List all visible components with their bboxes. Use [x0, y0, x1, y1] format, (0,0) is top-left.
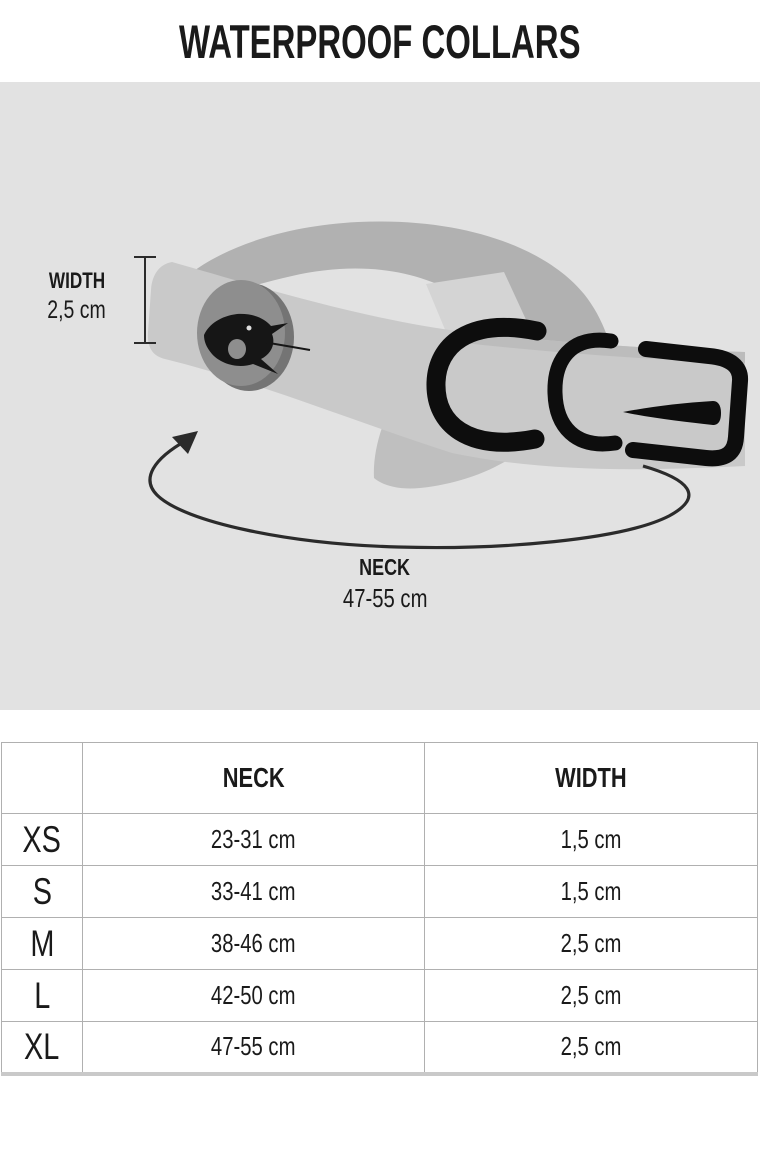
bird-cutout [228, 339, 246, 359]
width-cell: 1,5 cm [425, 866, 758, 918]
neck-label-title: NECK [359, 554, 411, 580]
table-row-xs [2, 814, 758, 866]
width-column-header: WIDTH [425, 743, 758, 814]
neck-column-header: NECK [83, 743, 425, 814]
width-label-value: 2,5 cm [47, 296, 107, 325]
size-cell: M [2, 918, 83, 970]
arrow-head [172, 431, 198, 454]
width-cell: 2,5 cm [425, 1022, 758, 1074]
size-cell: XS [2, 814, 83, 866]
size-cell: XL [2, 1022, 83, 1074]
width-measurement-label [16, 268, 138, 325]
neck-cell: 42-50 cm [83, 970, 425, 1022]
bird-eye [247, 326, 252, 331]
collar-diagram-panel [0, 82, 760, 710]
page-title-text: WATERPROOF COLLARS [179, 14, 581, 68]
width-cell: 2,5 cm [425, 918, 758, 970]
table-row-l [2, 970, 758, 1022]
header-row [2, 743, 758, 814]
size-table-header [2, 743, 758, 814]
size-cell: S [2, 866, 83, 918]
neck-cell: 23-31 cm [83, 814, 425, 866]
table-row-xl [2, 1022, 758, 1074]
table-row-m [2, 918, 758, 970]
size-table-body [2, 814, 758, 1074]
neck-measurement-label [283, 554, 487, 614]
size-cell: L [2, 970, 83, 1022]
width-cell: 2,5 cm [425, 970, 758, 1022]
page-header [0, 0, 760, 82]
neck-cell: 47-55 cm [83, 1022, 425, 1074]
neck-cell: 38-46 cm [83, 918, 425, 970]
table-row-s [2, 866, 758, 918]
width-cell: 1,5 cm [425, 814, 758, 866]
width-label-title: WIDTH [48, 268, 106, 293]
size-table [1, 742, 758, 1076]
neck-cell: 33-41 cm [83, 866, 425, 918]
neck-label-value: 47-55 cm [342, 583, 428, 614]
page-title [93, 14, 667, 68]
size-column-header [2, 743, 83, 814]
collar-illustration [0, 82, 760, 710]
